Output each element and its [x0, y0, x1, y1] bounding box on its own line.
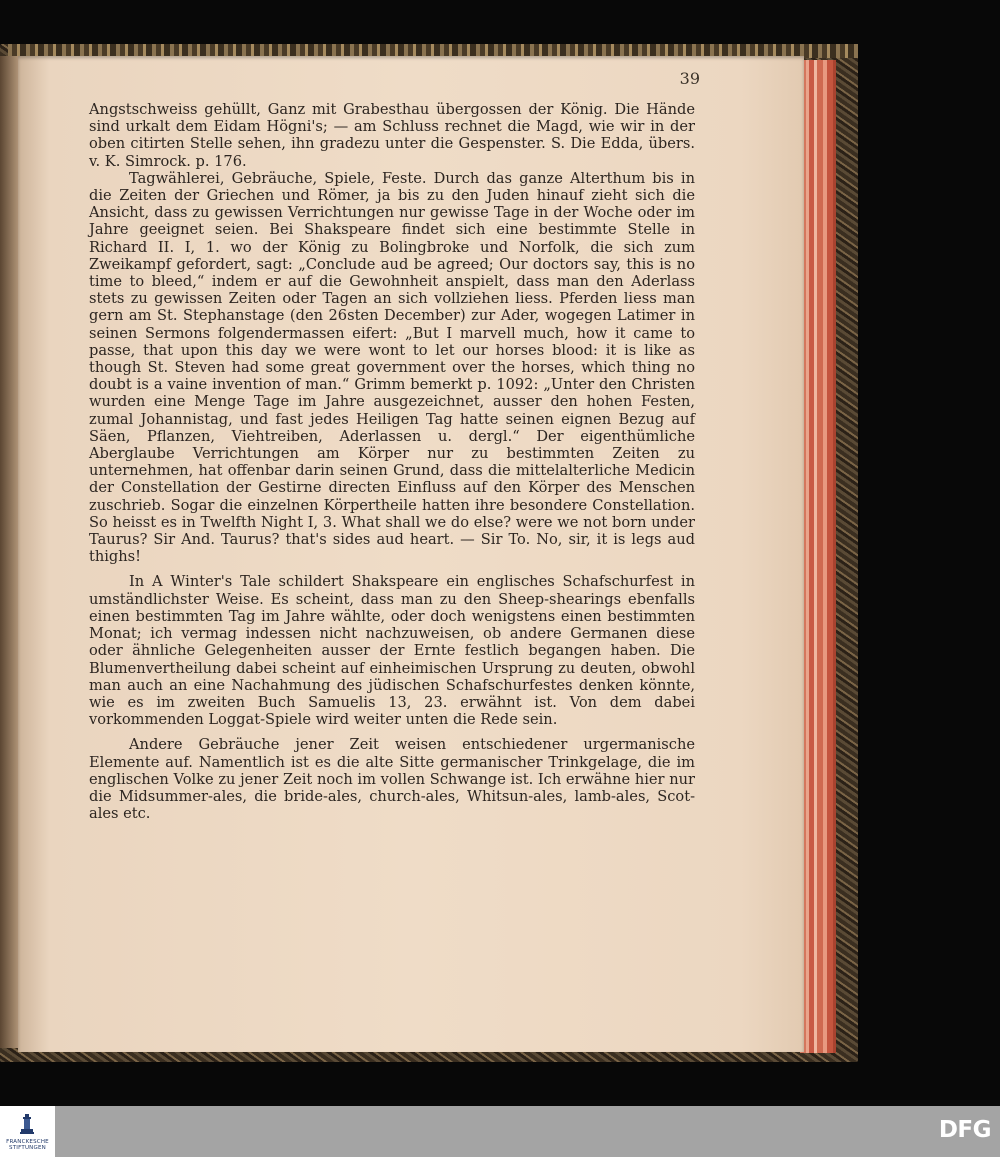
institution-name	[0, 1139, 55, 1151]
institution-name-line1: FRANCKESCHE	[6, 1139, 49, 1145]
paragraph-3: In A Winter's Tale schildert Shakspeare ein englisches Schafschurfest in umständlichster Weise. Es scheint, dass man zu den Sheep-shearings ebenfalls einen bestimmten Tag im Jahre wählte, oder doch wenigstens einen bestimmten Monat; ich vermag indessen nicht nachzuweisen, ob andere Germanen diese oder ähnliche Gelegenheiten ausser der Ernte festlich begangen haben. Die Blumenvertheilung dabei scheint auf einheimischen Ursprung zu deuten, obwohl man auch an eine Nachahmung des jüdischen Schafschurfestes denken könnte, wie es im zweiten Buch Samuelis 13, 23. erwähnt ist. Von dem dabei vorkommenden Loggat-Spiele wird weiter unten die Rede sein.	[89, 573, 695, 729]
page-red-edge	[800, 60, 836, 1053]
dfg-logo[interactable]: DFG	[938, 1117, 991, 1143]
paragraph-1: Angstschweiss gehüllt, Ganz mit Grabesthau übergossen der König. Die Hände sind urkalt dem Eidam Högni's; — am Schluss rechnet die Magd, wie wir in der oben citirten Stelle sehen, ihn gradezu unter die Gespenster. S. Die Edda, übers. v. K. Simrock. p. 176.	[89, 101, 695, 170]
paragraph-4: Andere Gebräuche jener Zeit weisen entschiedener urgermanische Elemente auf. Namentlich ist es die alte Sitte germanischer Trinkgelage, die im englischen Volke zu jener Zeit noch im vollen Schwange ist. Ich erwähne hier nur die Midsummer-ales, die bride-ales, church-ales, Whitsun-ales, lamb-ales, Scot-ales etc.	[89, 736, 695, 823]
institution-logo[interactable]	[0, 1106, 55, 1157]
viewer-footer-bar	[0, 1106, 1000, 1157]
page-gutter	[0, 56, 20, 1048]
page-number: 39	[679, 69, 700, 88]
institution-emblem-icon	[19, 1112, 35, 1136]
institution-name-line2: STIFTUNGEN	[9, 1145, 46, 1151]
page-text	[89, 101, 695, 822]
paragraph-2: Tagwählerei, Gebräuche, Spiele, Feste. Durch das ganze Alterthum bis in die Zeiten der Griechen und Römer, ja bis zu den Juden hinauf zieht sich die Ansicht, dass zu gewissen Verrichtungen nur gewisse Tage in der Woche oder im Jahre geeignet seien. Bei Shakspeare findet sich eine bestimmte Stelle in Richard II. I, 1. wo der König zu Bolingbroke und Norfolk, die sich zum Zweikampf gefordert, sagt: „Conclude aud be agreed; Our doctors say, this is no time to bleed,“ indem er auf die Gewohnheit anspielt, dass man den Aderlass stets zu gewissen Zeiten oder Tagen an sich vollziehen liess. Pferden liess man gern am St. Stephanstage (den 26sten December) zur Ader, wogegen Latimer in seinen Sermons folgendermassen eifert: „But I marvell much, how it came to passe, that upon this day we were wont to let our horses blood: it is like as though St. Steven had some great government over the horses, which thing no doubt is a vaine invention of man.“ Grimm bemerkt p. 1092: „Unter den Christen wurden eine Menge Tage im Jahre ausgezeichnet, ausser den hohen Festen, zumal Johannistag, und fast jedes Heiligen Tag hatte seinen eignen Bezug auf Säen, Pflanzen, Viehtreiben, Aderlassen u. dergl.“ Der eigenthümliche Aberglaube Verrichtungen am Körper nur zu bestimmten Zeiten zu unternehmen, hat offenbar darin seinen Grund, dass die mittelalterliche Medicin der Constellation der Gestirne directen Einfluss auf den Körper des Menschen zuschrieb. Sogar die einzelnen Körpertheile hatten ihre besondere Constellation. So heisst es in Twelfth Night I, 3. What shall we do else? were we not born under Taurus? Sir And. Taurus? that's sides aud heart. — Sir To. No, sir, it is legs aud thighs!	[89, 169, 695, 566]
